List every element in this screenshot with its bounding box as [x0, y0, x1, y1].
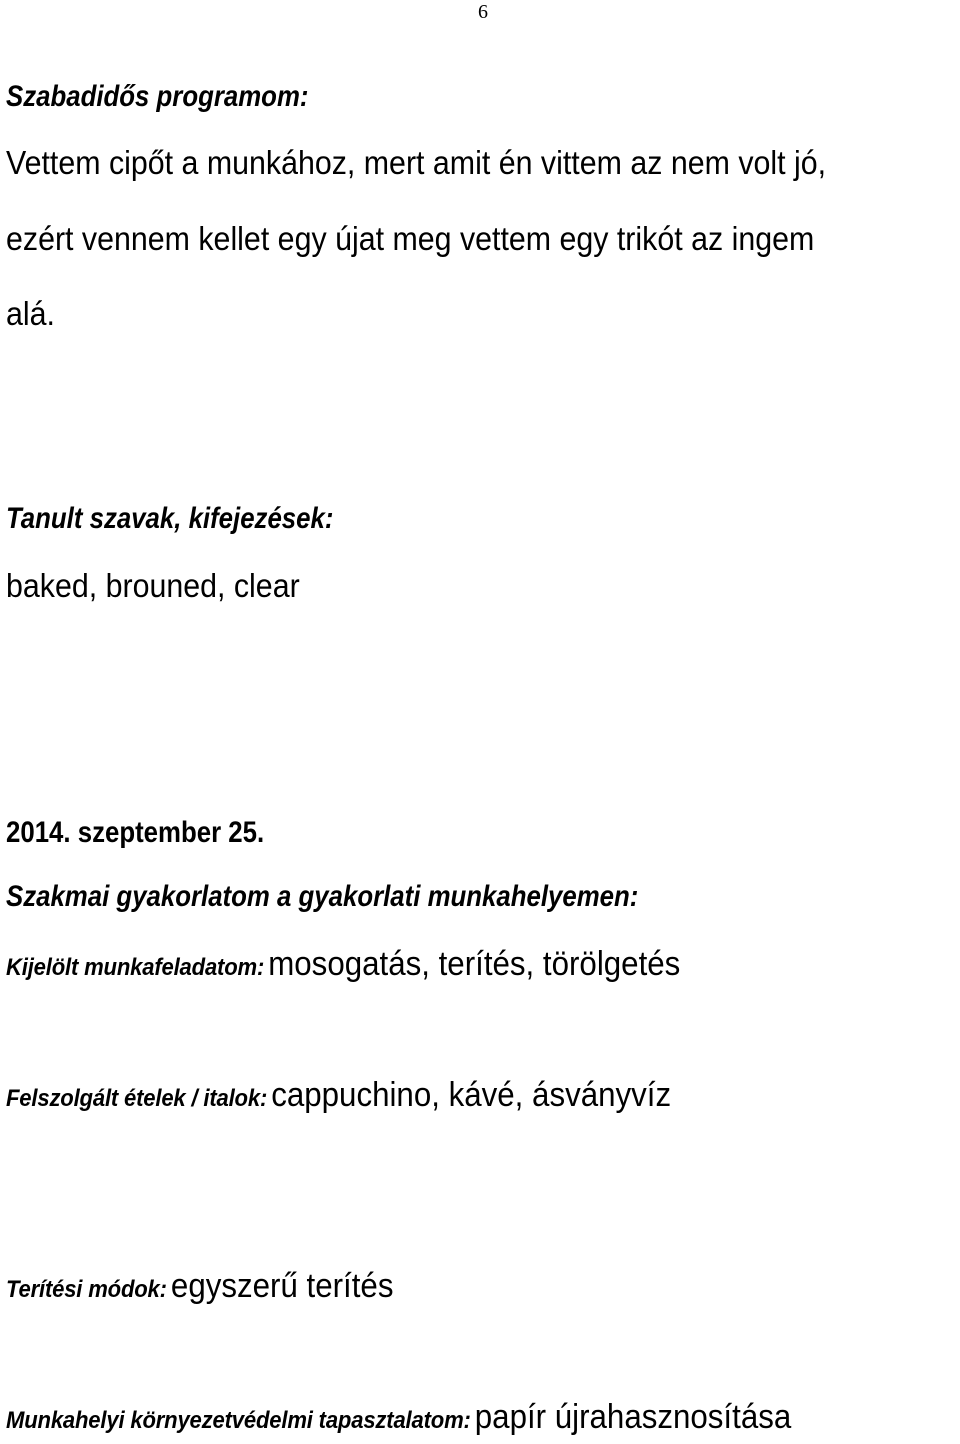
leisure-line-3: alá.	[6, 295, 55, 332]
environmental-field	[6, 1398, 791, 1437]
leisure-heading: Szabadidős programom:	[6, 80, 309, 113]
vocabulary-heading: Tanult szavak, kifejezések:	[6, 502, 334, 535]
leisure-line-2: ezért vennem kellet egy újat meg vettem egy trikót az ingem	[6, 220, 815, 257]
environmental-value: papír újrahasznosítása	[474, 1398, 792, 1436]
table-setting-value: egyszerű terítés	[170, 1267, 394, 1305]
served-items-value: cappuchino, kávé, ásványvíz	[271, 1076, 672, 1114]
page-number: 6	[478, 1, 488, 23]
served-items-field	[6, 1076, 671, 1115]
served-items-label: Felszolgált ételek / italok:	[6, 1085, 268, 1112]
task-value: mosogatás, terítés, törölgetés	[268, 945, 681, 983]
environmental-label: Munkahelyi környezetvédelmi tapasztalatom:	[6, 1407, 471, 1434]
table-setting-label: Terítési módok:	[6, 1276, 167, 1303]
entry-date: 2014. szeptember 25.	[6, 816, 265, 849]
vocabulary-words: baked, brouned, clear	[6, 567, 300, 604]
task-label: Kijelölt munkafeladatom:	[6, 954, 265, 981]
task-field	[6, 945, 680, 984]
table-setting-field	[6, 1267, 393, 1306]
practice-heading: Szakmai gyakorlatom a gyakorlati munkahelyemen:	[6, 880, 639, 913]
leisure-line-1: Vettem cipőt a munkához, mert amit én vittem az nem volt jó,	[6, 144, 827, 181]
